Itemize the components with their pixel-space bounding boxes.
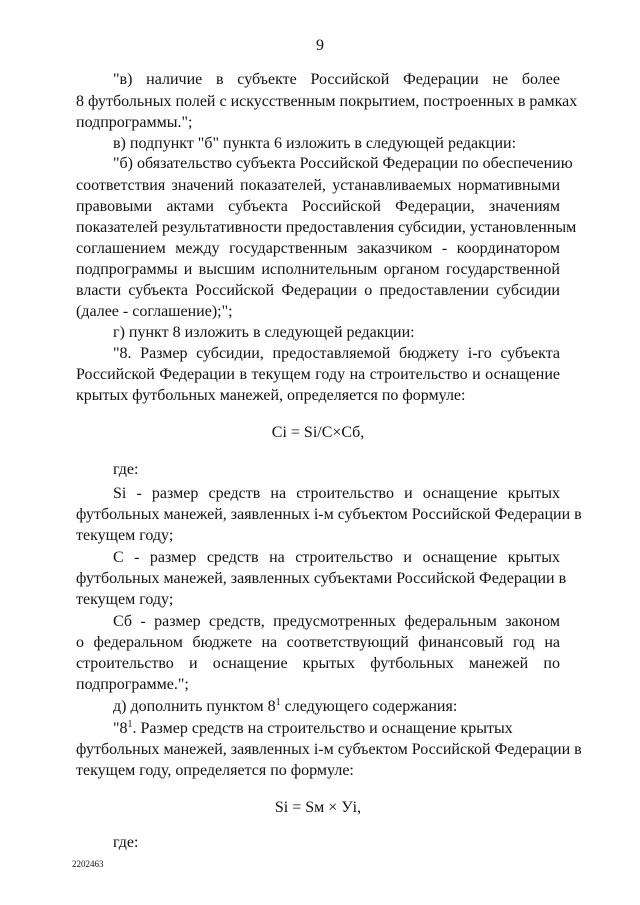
- formula: Ci = Si/C×Cб,: [271, 424, 365, 441]
- text-line: [113, 697, 560, 717]
- text-line: С - размер средств на строительство и оснащение крытых: [113, 549, 560, 566]
- text-line: футбольных манежей, заявленных субъектами Российской Федерации в: [76, 570, 567, 587]
- text-line: текущем году;: [76, 527, 174, 544]
- text-line: г) пункт 8 изложить в следующей редакции:: [113, 324, 415, 341]
- text-fragment: "8: [113, 720, 128, 737]
- text-line: правовыми актами субъекта Российской Федерации, значениям: [76, 198, 560, 215]
- text-line: "в) наличие в субъекте Российской Федерации не более: [113, 71, 560, 88]
- text-line: Сб - размер средств, предусмотренных федеральным законом: [113, 613, 560, 630]
- text-line: подпрограммы.";: [76, 114, 193, 131]
- text-line: "8. Размер субсидии, предоставляемой бюджету i-го субъекта: [113, 345, 560, 362]
- text-line: соответствия значений показателей, устанавливаемых нормативными: [76, 177, 560, 194]
- text-line: крытых футбольных манежей, определяется по формуле:: [76, 387, 466, 404]
- text-line: о федеральном бюджете на соответствующий финансовый год на: [76, 634, 560, 651]
- text-line: 8 футбольных полей с искусственным покрытием, построенных в рамках: [76, 93, 578, 110]
- text-line: строительство и оснащение крытых футбольных манежей по: [76, 655, 560, 672]
- text-line: подпрограмме.";: [76, 676, 189, 693]
- text-line: показателей результативности предоставления субсидии, установленным: [76, 219, 577, 236]
- superscript: 1: [127, 719, 133, 730]
- text-line: футбольных манежей, заявленных i-м субъектом Российской Федерации в: [76, 741, 582, 758]
- text-line: Si - размер средств на строительство и оснащение крытых: [113, 485, 560, 502]
- text-line: в) подпункт "б" пункта 6 изложить в следующей редакции:: [113, 135, 517, 152]
- text-line: [113, 719, 560, 739]
- text-line: власти субъекта Российской Федерации о предоставлении субсидии: [76, 282, 560, 299]
- text-line: футбольных манежей, заявленных i-м субъектом Российской Федерации в: [76, 506, 582, 523]
- text-fragment: следующего содержания:: [280, 698, 458, 715]
- superscript: 1: [275, 697, 281, 708]
- page-number: 9: [316, 37, 324, 54]
- text-line: Российской Федерации в текущем году на строительство и оснащение: [76, 366, 560, 383]
- document-code: 2202463: [72, 859, 104, 869]
- text-line: (далее - соглашение);";: [76, 303, 233, 320]
- text-fragment: . Размер средств на строительство и оснащение крытых: [132, 720, 513, 737]
- text-line: текущем году;: [76, 591, 174, 608]
- formula: Si = Sм × Уi,: [274, 799, 362, 816]
- text-line: соглашением между государственным заказчиком - координатором: [76, 240, 560, 257]
- text-line: где:: [113, 461, 139, 478]
- text-line: "б) обязательство субъекта Российской Федерации по обеспечению: [113, 155, 573, 172]
- text-fragment: д) дополнить пунктом 8: [113, 698, 276, 715]
- text-line: подпрограммы и высшим исполнительным органом государственной: [76, 261, 560, 278]
- text-line: где:: [113, 834, 139, 851]
- text-line: текущем году, определяется по формуле:: [76, 762, 354, 779]
